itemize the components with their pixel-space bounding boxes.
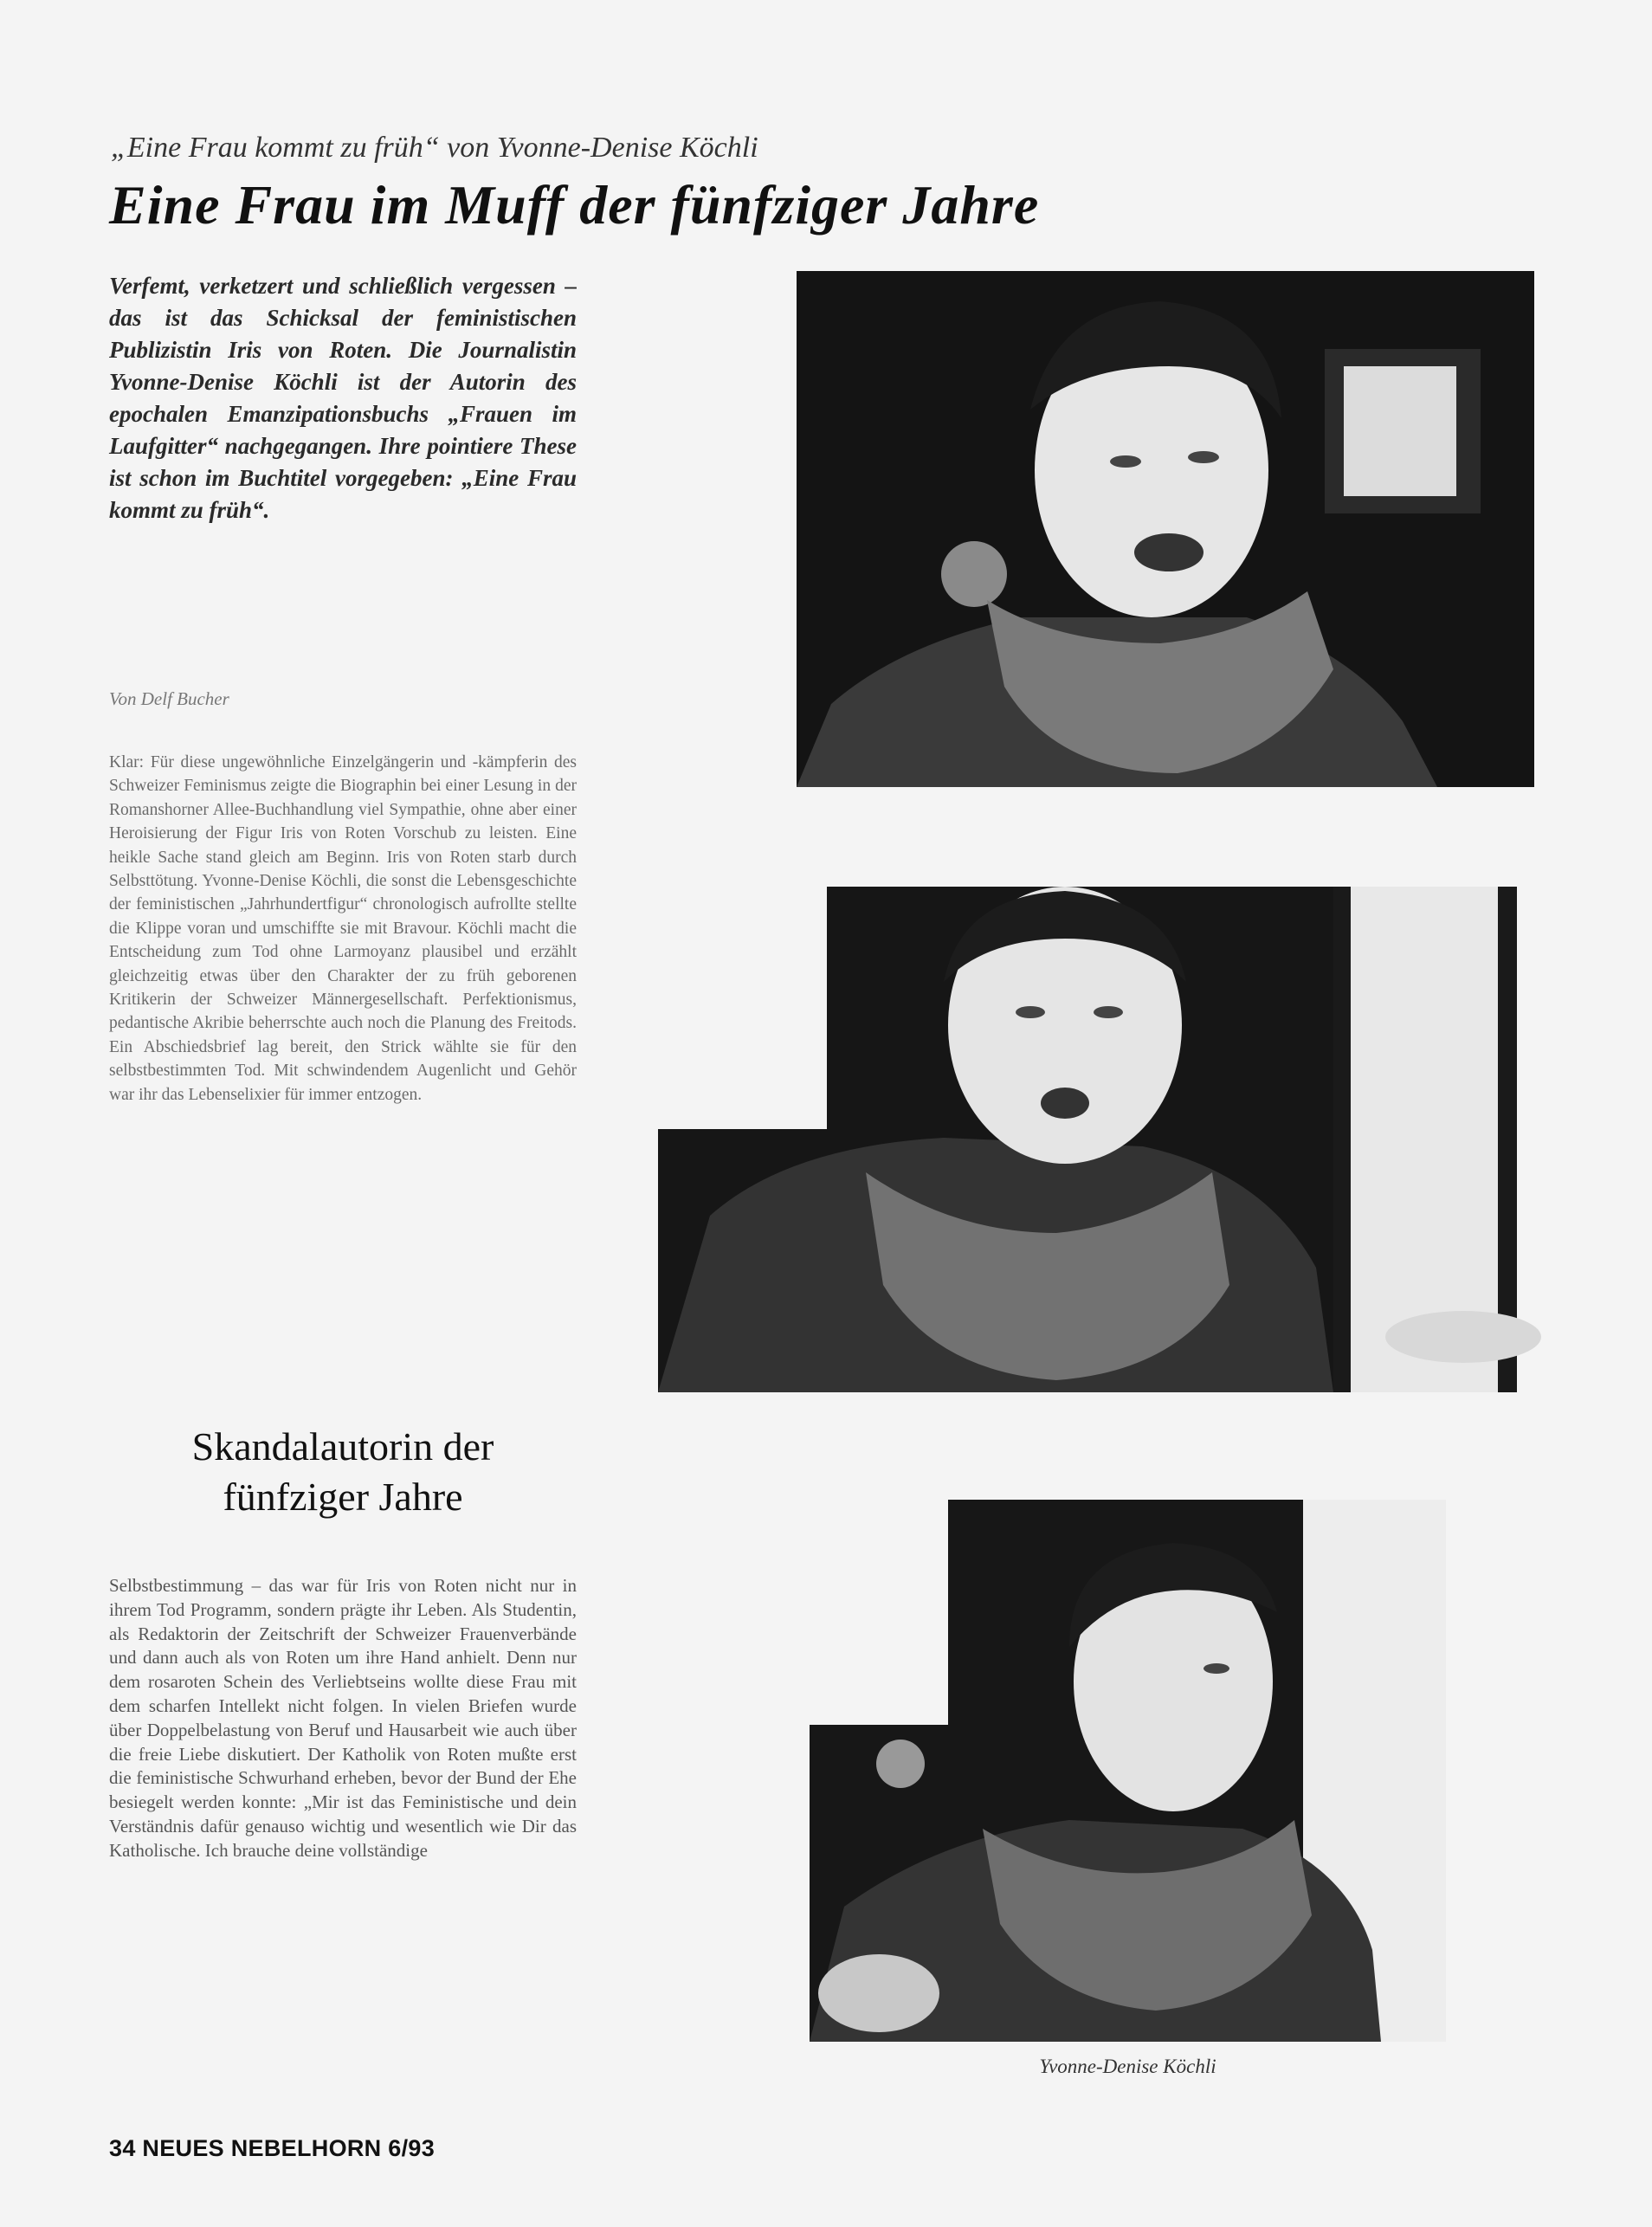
article-kicker: „Eine Frau kommt zu früh“ von Yvonne-Denise Köchli [111,132,758,164]
article-body-paragraph-2: Selbstbestimmung – das war für Iris von Roten nicht nur in ihrem Tod Programm, sondern prägte ihr Leben. Als Studentin, als Redaktorin der Zeitschrift der Schweizer Frauenverbände und dann auch als von Roten um ihre Hand anhielt. Denn nur dem rosaroten Schein des Verliebtseins wollte diese Frau mit dem scharfen Intellekt nicht folgen. In vielen Briefen wurde über Doppelbelastung von Beruf und Hausarbeit wie auch über die freie Liebe diskutiert. Der Katholik von Roten mußte erst die feministische Schwurhand erheben, bevor der Bund der Ehe besiegelt werden konnte: „Mir ist das Feministische und dein Verständnis dafür genauso wichtig und wesentlich wie Dir das Katholische. Ich brauche deine vollständige [109,1575,577,1861]
article-subheading [109,1422,577,1522]
subheading-line-1: Skandalautorin der [191,1424,494,1469]
photo-caption: Yvonne-Denise Köchli [1039,2056,1216,2077]
subheading-line-2: fünfziger Jahre [223,1475,463,1519]
article-byline: Von Delf Bucher [109,688,229,709]
article-lead: Verfemt, verketzert und schließlich vergessen – das ist das Schicksal der feministischen Publizistin Iris von Roten. Die Journalistin Yvonne-Denise Köchli ist der Autorin des epochalen Emanzipationsbuchs „Frauen im Laufgitter“ nachgegangen. Ihre pointiere These ist schon im Buchtitel vorgegeben: „Eine Frau kommt zu früh“. [109,273,577,523]
photo-portrait-1 [797,271,1534,787]
article-body-paragraph-1: Klar: Für diese ungewöhnliche Einzelgängerin und -kämpferin des Schweizer Feminismus zeigte die Biographin bei einer Lesung in der Romanshorner Allee-Buchhandlung viel Sympathie, ohne aber einer Heroisierung der Figur Iris von Roten Vorschub zu leisten. Eine heikle Sache stand gleich am Beginn. Iris von Roten starb durch Selbsttötung. Yvonne-Denise Köchli, die sonst die Lebensgeschichte der feministischen „Jahrhundertfigur“ chronologisch aufrollte stellte die Klippe voran und umschiffte sie mit Bravour. Köchli macht die Entscheidung zum Tod ohne Larmoyanz plausibel und erzählt gleichzeitig etwas über den Charakter der zu früh geborenen Kritikerin der Schweizer Männergesellschaft. Perfektionismus, pedantische Akribie beherrschte auch noch die Planung des Freitods. Ein Abschiedsbrief lag bereit, den Strick wählte sie für den selbstbestimmten Tod. Mit schwindendem Augenlicht und Gehör war ihr das Lebenselixier für immer entzogen. [109,753,577,1104]
article-headline: Eine Frau im Muff der fünfziger Jahre [109,174,1040,236]
photo-portrait-2 [658,887,1565,1392]
photo-portrait-3 [810,1500,1446,2042]
page-footer: 34 NEUES NEBELHORN 6/93 [109,2135,436,2161]
